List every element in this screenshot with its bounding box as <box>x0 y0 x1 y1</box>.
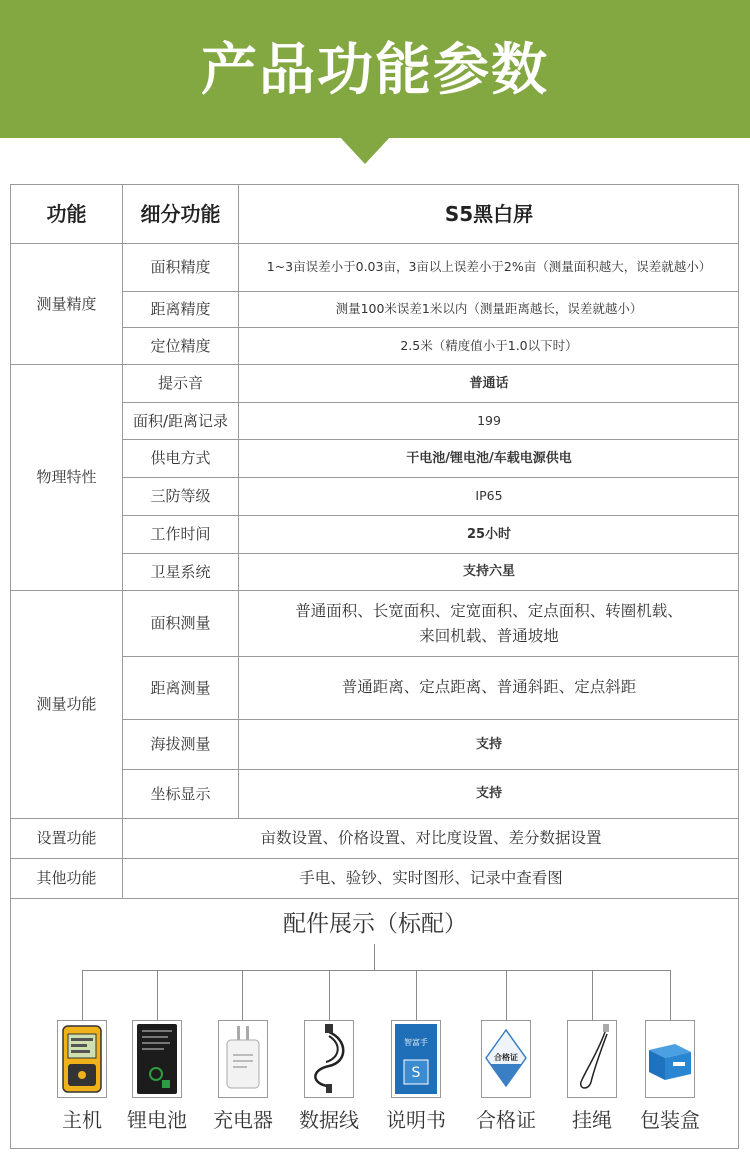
value-line: 普通面积、长宽面积、定宽面积、定点面积、转圈机载、 <box>295 602 683 621</box>
value-line: 来回机载、普通坡地 <box>419 626 559 645</box>
tree-line <box>592 970 593 1020</box>
sub-function-cell: 距离测量 <box>122 656 238 719</box>
value-cell: 1~3亩误差小于0.03亩，3亩以上误差小于2%亩（测量面积越大，误差就越小） <box>238 243 739 291</box>
manual-icon <box>391 1020 441 1098</box>
certificate-icon <box>481 1020 531 1098</box>
value-cell: 手电、验钞、实时图形、记录中查看图 <box>122 858 739 898</box>
value-cell: 干电池/锂电池/车载电源供电 <box>238 439 739 477</box>
value-cell: 2.5米（精度值小于1.0以下时） <box>238 327 739 364</box>
accessory-label: 主机 <box>62 1108 102 1132</box>
column-header-model: S5黑白屏 <box>238 184 739 243</box>
tree-line <box>416 970 417 1020</box>
sub-function-cell: 面积测量 <box>122 590 238 656</box>
column-header-function: 功能 <box>10 184 122 243</box>
manual-brand-text: 智富手 <box>404 1038 428 1047</box>
certificate-text: 合格证 <box>494 1053 518 1062</box>
tree-line <box>82 970 671 971</box>
page-title: 产品功能参数 <box>201 38 549 103</box>
box-icon <box>645 1020 695 1098</box>
tree-line <box>242 970 243 1020</box>
group-name: 测量功能 <box>10 590 122 818</box>
sub-function-cell: 供电方式 <box>122 439 238 477</box>
manual-letter-text: S <box>411 1065 421 1081</box>
value-cell: 普通距离、定点距离、普通斜距、定点斜距 <box>238 656 739 719</box>
group-name: 物理特性 <box>10 364 122 590</box>
group-name: 其他功能 <box>10 858 122 898</box>
sub-function-cell: 距离精度 <box>122 291 238 327</box>
accessories-title: 配件展示（标配） <box>283 911 467 937</box>
value-cell: 亩数设置、价格设置、对比度设置、差分数据设置 <box>122 818 739 858</box>
sub-function-cell: 工作时间 <box>122 515 238 553</box>
value-cell: 支持六星 <box>238 553 739 590</box>
sub-function-cell: 面积/距离记录 <box>122 402 238 439</box>
tree-line <box>82 970 83 1020</box>
value-cell: 支持 <box>238 719 739 769</box>
accessory-label: 锂电池 <box>127 1108 187 1132</box>
sub-function-cell: 坐标显示 <box>122 769 238 818</box>
value-cell: 支持 <box>238 769 739 818</box>
tree-line <box>670 970 671 1020</box>
value-cell: 普通话 <box>238 364 739 402</box>
value-cell: 25小时 <box>238 515 739 553</box>
sub-function-cell: 定位精度 <box>122 327 238 364</box>
sub-function-cell: 海拔测量 <box>122 719 238 769</box>
column-header-sub-function: 细分功能 <box>122 184 238 243</box>
tree-line <box>374 944 375 970</box>
accessory-label: 说明书 <box>386 1108 446 1132</box>
lanyard-icon <box>567 1020 617 1098</box>
cable-icon <box>304 1020 354 1098</box>
sub-function-cell: 卫星系统 <box>122 553 238 590</box>
accessory-label: 数据线 <box>299 1108 359 1132</box>
sub-function-cell: 提示音 <box>122 364 238 402</box>
accessory-label: 包装盒 <box>640 1108 700 1132</box>
tree-line <box>506 970 507 1020</box>
handheld-device-icon <box>57 1020 107 1098</box>
value-cell: 测量100米误差1米以内（测量距离越长，误差就越小） <box>238 291 739 327</box>
sub-function-cell: 三防等级 <box>122 477 238 515</box>
sub-function-cell: 面积精度 <box>122 243 238 291</box>
value-cell <box>238 590 739 656</box>
accessory-label: 充电器 <box>213 1108 273 1132</box>
value-cell: IP65 <box>238 477 739 515</box>
value-cell: 199 <box>238 402 739 439</box>
group-name: 设置功能 <box>10 818 122 858</box>
group-name: 测量精度 <box>10 243 122 364</box>
charger-icon <box>218 1020 268 1098</box>
section-divider <box>10 898 739 899</box>
accessory-label: 挂绳 <box>572 1108 612 1132</box>
battery-icon <box>132 1020 182 1098</box>
tree-line <box>157 970 158 1020</box>
accessory-label: 合格证 <box>476 1108 536 1132</box>
tree-line <box>329 970 330 1020</box>
